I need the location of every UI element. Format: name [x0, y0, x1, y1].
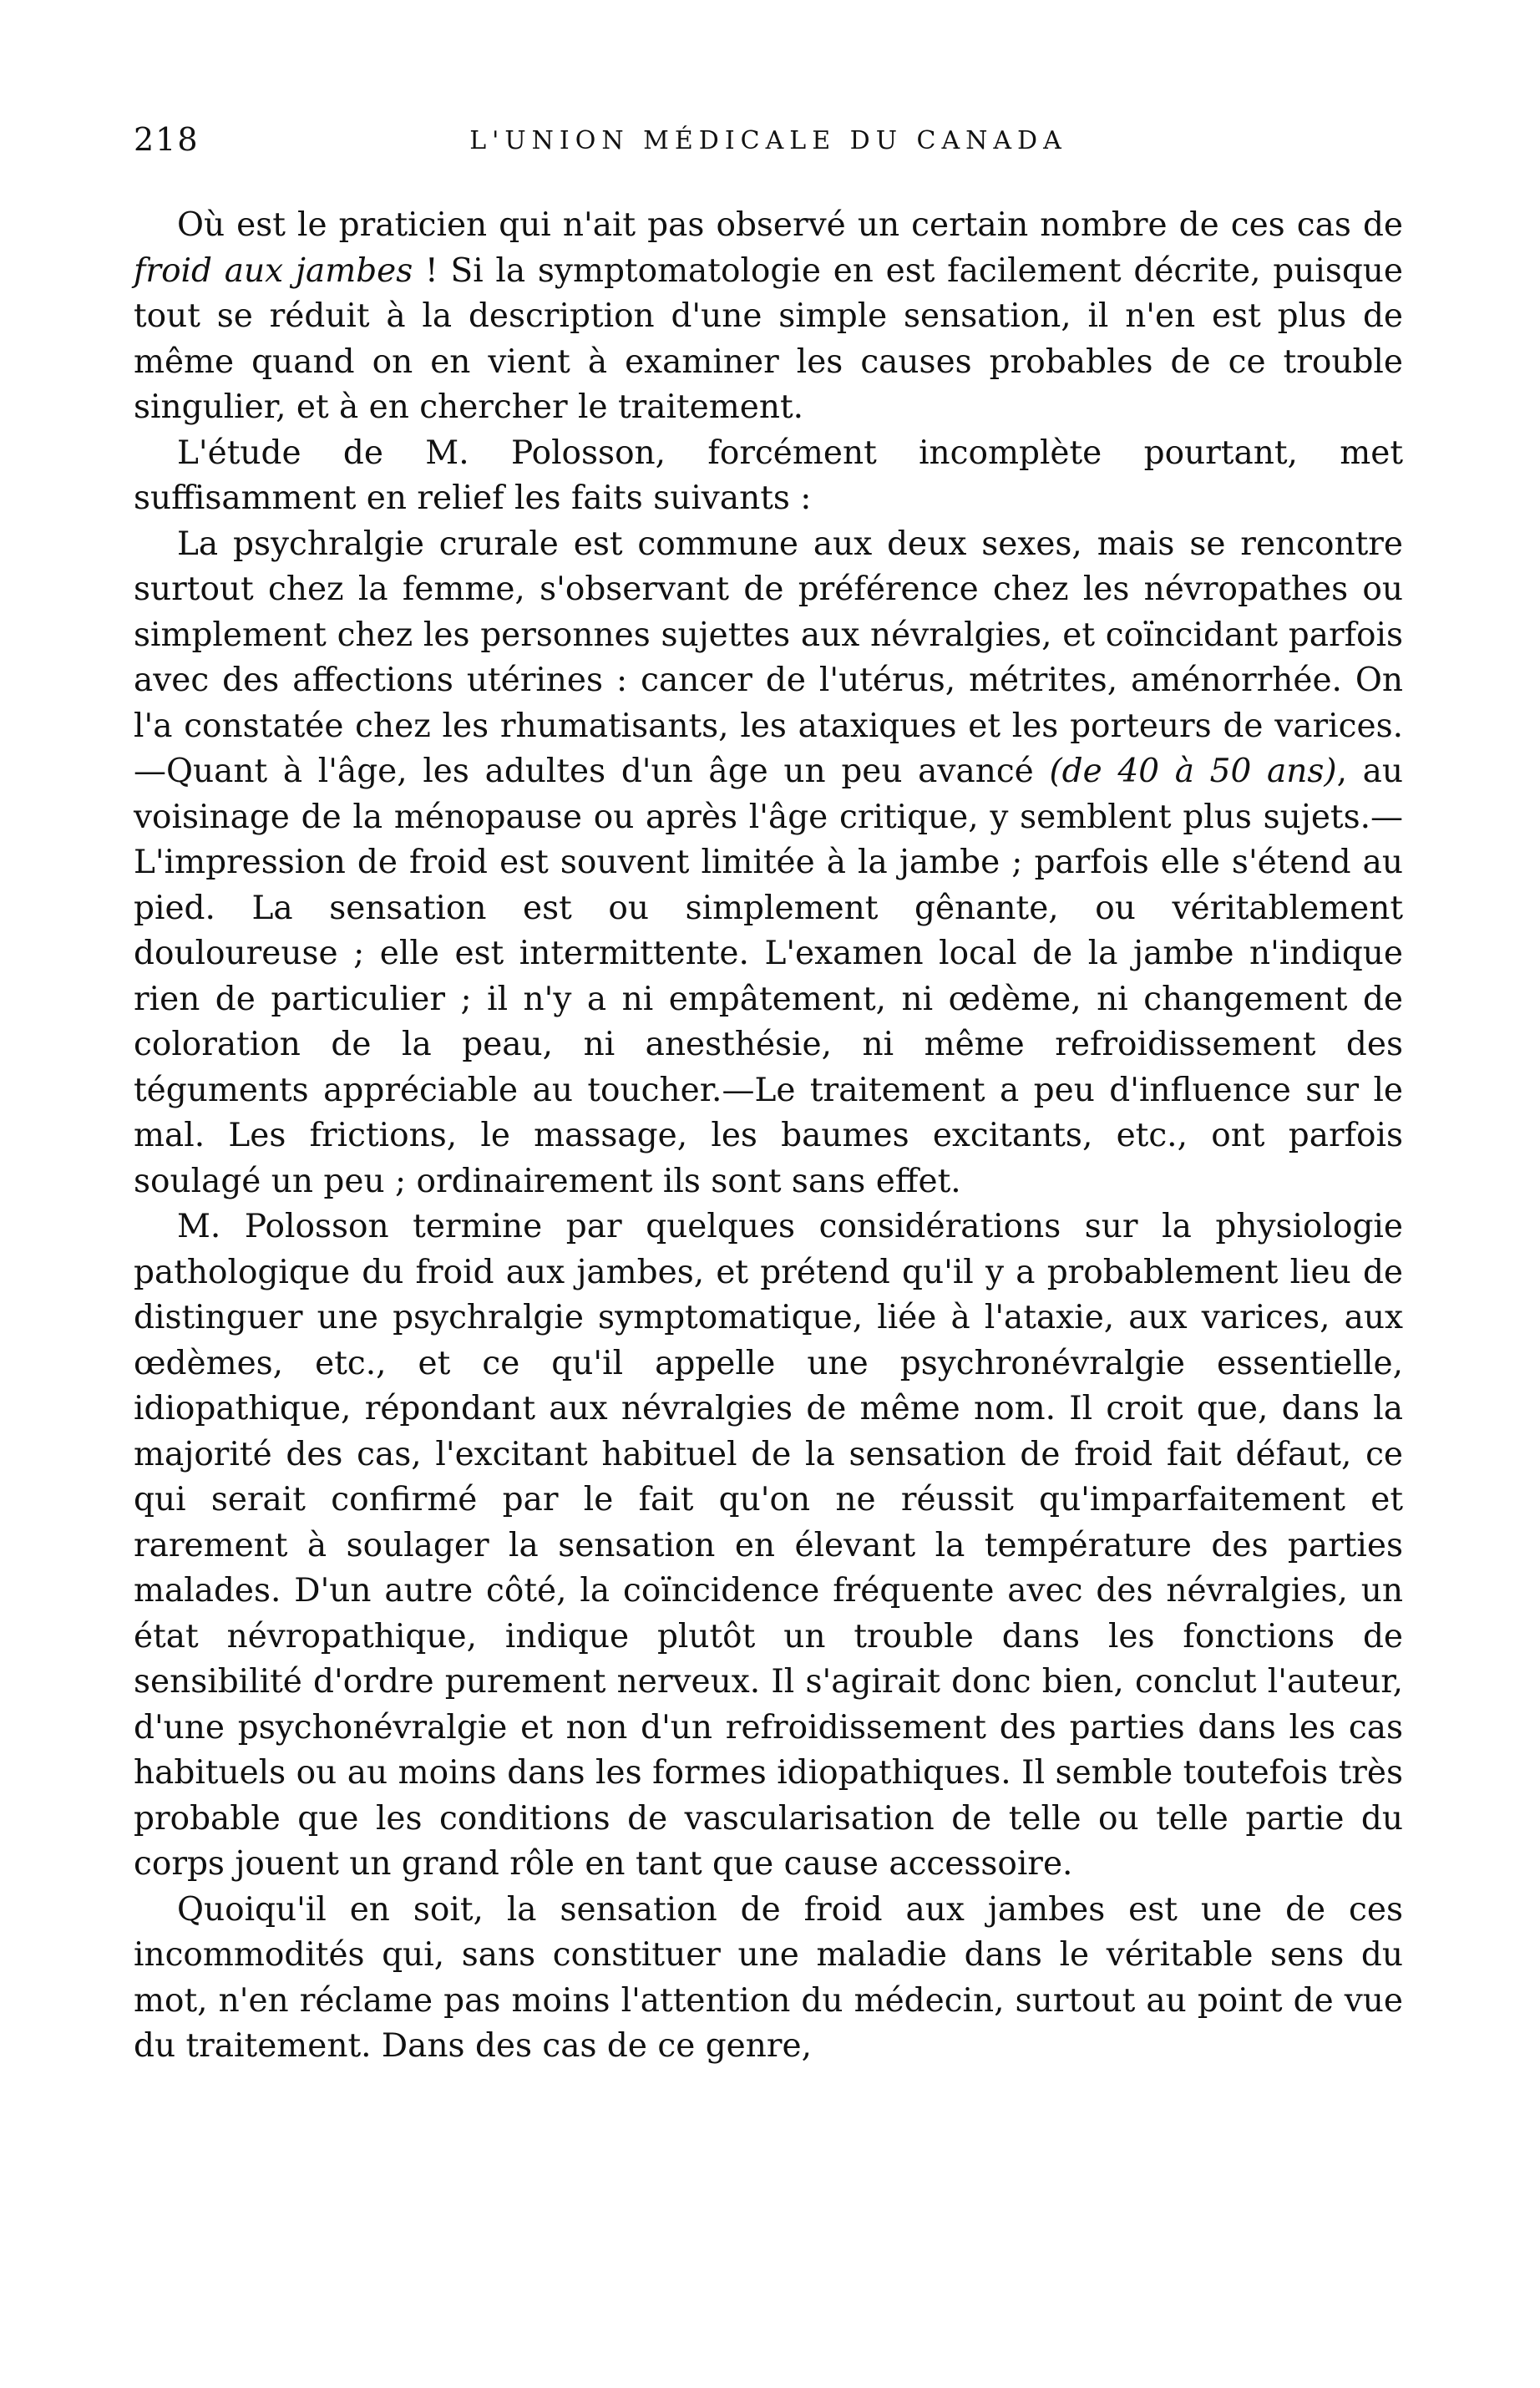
paragraph-1 [134, 203, 1403, 431]
paragraph-text: , au voisinage de la ménopause ou après l'âge critique, y semblent plus sujets.—L'impression de froid est souvent limitée à la jambe ; parfois elle s'étend au pied. La sensation est ou simplement gênante, ou véritablement douloureuse ; elle est intermittente. L'examen local de la jambe n'indique rien de particulier ; il n'y a ni empâtement, ni œdème, ni changement de coloration de la peau, ni anesthésie, ni même refroidissement des téguments appréciable au toucher.—Le traitement a peu d'influence sur le mal. Les frictions, le massage, les baumes excitants, etc., ont parfois soulagé un peu ; ordinairement ils sont sans effet. [134, 753, 1404, 1200]
paragraph-text: M. Polosson termine par quelques considérations sur la physiologie pathologique du froid aux jambes, et prétend qu'il y a probablement lieu de distinguer une psychralgie symptomatique, liée à l'ataxie, aux varices, aux œdèmes, etc., et ce qu'il appelle une psychronévralgie essentielle, idiopathique, répondant aux névralgies de même nom. Il croit que, dans la majorité des cas, l'excitant habituel de la sensation de froid fait défaut, ce qui serait confirmé par le fait qu'on ne réussit qu'imparfaitement et rarement à soulager la sensation en élevant la température des parties malades. D'un autre côté, la coïncidence fréquente avec des névralgies, un état névropathique, indique plutôt un trouble dans les fonctions de sensibilité d'ordre purement nerveux. Il s'agirait donc bien, conclut l'auteur, d'une psychonévralgie et non d'un refroidissement des parties dans les cas habituels ou au moins dans les formes idiopathiques. Il semble toutefois très probable que les conditions de vascularisation de telle ou telle partie du corps jouent un grand rôle en tant que cause accessoire. [134, 1208, 1403, 1883]
paragraph-text: La psychralgie crurale est commune aux deux sexes, mais se rencontre surtout chez la femme, s'observant de préférence chez les névropathes ou simplement chez les personnes sujettes aux névralgies, et coïncidant parfois avec des affections utérines : cancer de l'utérus, métrites, aménorrhée. On l'a constatée chez les rhumatisants, les ataxiques et les porteurs de varices.—Quant à l'âge, les adultes d'un âge un peu avancé [134, 525, 1403, 790]
paragraph-text: Quoiqu'il en soit, la sensation de froid aux jambes est une de ces incommodités qui, sans constituer une maladie dans le véritable sens du mot, n'en réclame pas moins l'attention du médecin, surtout au point de vue du traitement. Dans des cas de ce genre, [134, 1890, 1403, 2065]
article-body [134, 203, 1403, 2070]
italic-phrase: (de 40 à 50 ans) [1049, 753, 1337, 790]
italic-phrase: froid aux jambes [134, 251, 413, 290]
paragraph-3 [134, 522, 1403, 1205]
document-page [134, 121, 1403, 2070]
paragraph-text: ! Si la symptomatologie en est facilement décrite, puisque tout se réduit à la description d'une simple sensation, il n'en est plus de même quand on en vient à examiner les causes probables de ce trouble singulier, et à en chercher le traitement. [134, 251, 1403, 426]
paragraph-2 [134, 431, 1403, 522]
paragraph-text: L'étude de M. Polosson, forcément incomplète pourtant, met suffisamment en relief les faits suivants : [134, 433, 1403, 517]
journal-title: L'UNION MÉDICALE DU CANADA [469, 126, 1067, 155]
running-head [134, 121, 1403, 171]
paragraph-4 [134, 1204, 1403, 1888]
page-number: 218 [134, 121, 200, 158]
paragraph-text: Où est le praticien qui n'ait pas observé un certain nombre de ces cas de [177, 206, 1403, 244]
paragraph-5 [134, 1888, 1403, 2070]
